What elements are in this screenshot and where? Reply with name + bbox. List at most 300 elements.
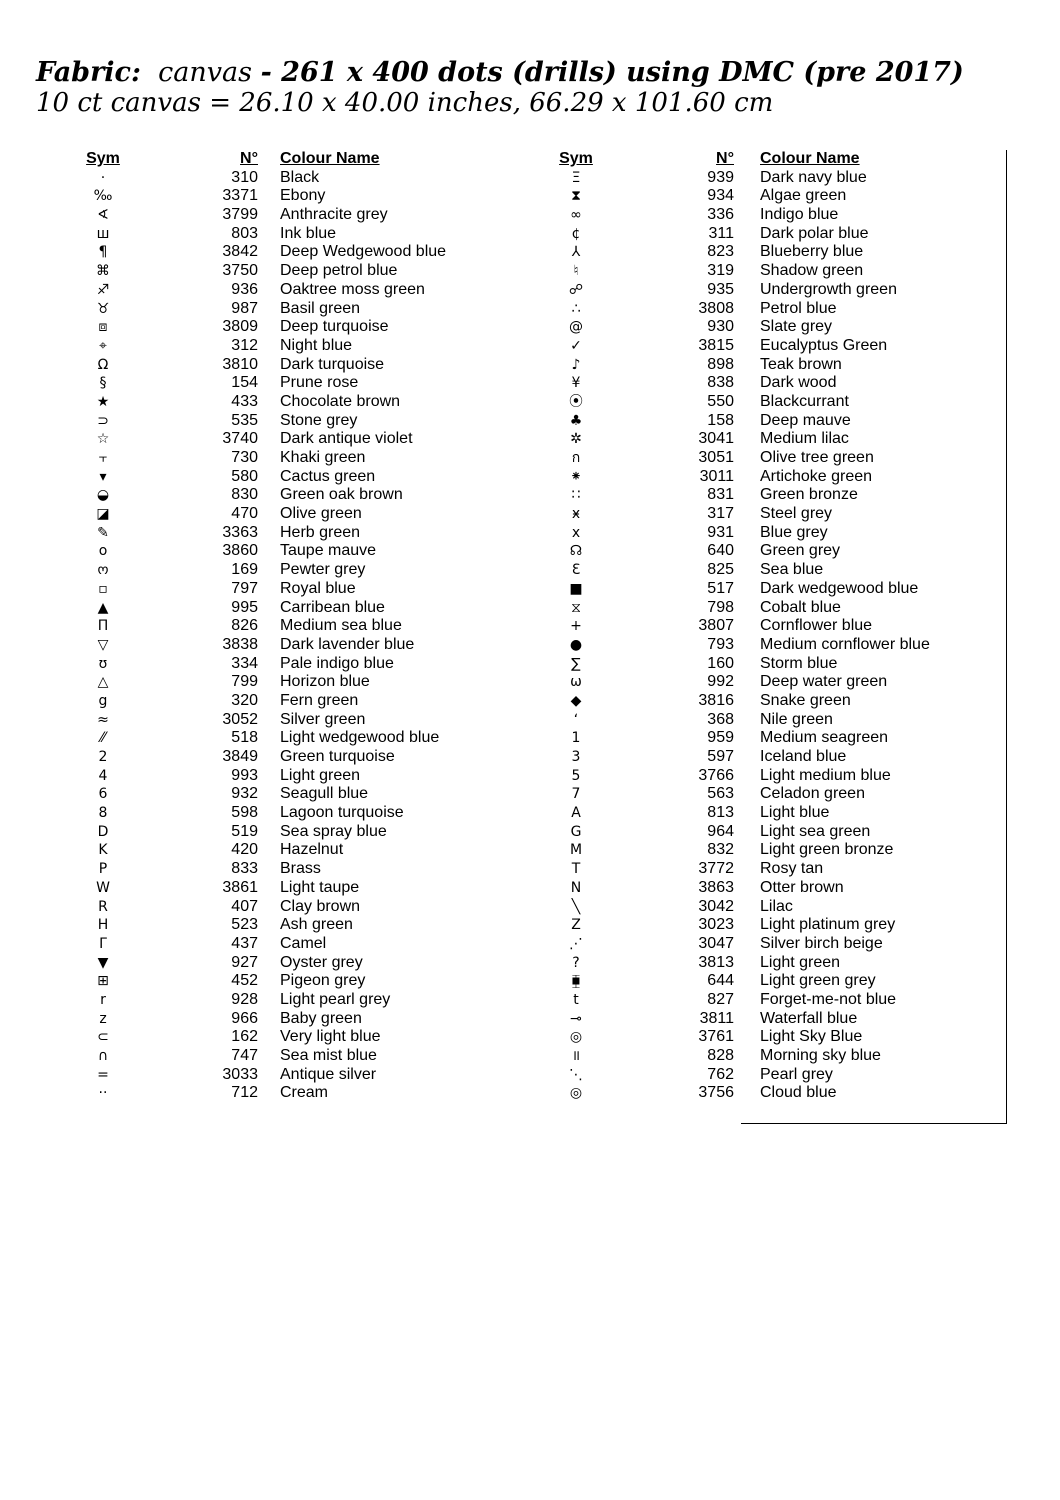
- colour-name-cell: Chocolate brown: [280, 392, 401, 410]
- colour-name-cell: Blackcurrant: [760, 392, 849, 410]
- colour-name-cell: Light sea green: [760, 822, 871, 840]
- dmc-number-cell: 3838: [222, 635, 258, 653]
- dmc-number-cell: 932: [231, 785, 258, 803]
- colour-name-cell: Light wedgewood blue: [280, 729, 440, 747]
- symbol-cell: ¥: [571, 375, 581, 392]
- right-column-header: [530, 150, 1010, 169]
- number-header: N°: [716, 150, 734, 167]
- dmc-number-cell: 550: [707, 392, 734, 410]
- colour-name-cell: Blueberry blue: [760, 243, 864, 261]
- dmc-number-cell: 3849: [222, 748, 258, 765]
- colour-name-header: Colour Name: [760, 150, 860, 167]
- dmc-number-cell: 898: [707, 355, 734, 373]
- dmc-number-cell: 831: [707, 486, 734, 504]
- table-row: [530, 991, 1010, 1010]
- symbol-cell: g: [98, 692, 108, 709]
- colour-name-cell: Waterfall blue: [760, 1009, 858, 1027]
- symbol-cell: ⦿: [569, 393, 583, 410]
- colour-name-cell: Green grey: [760, 542, 841, 560]
- colour-name-cell: Herb green: [280, 523, 361, 541]
- colour-name-cell: Sea blue: [760, 561, 824, 579]
- dmc-number-cell: 3033: [222, 1065, 258, 1083]
- table-row: [0, 505, 520, 524]
- dmc-number-cell: 712: [231, 1084, 258, 1102]
- dmc-number-cell: 420: [231, 841, 258, 859]
- colour-name-cell: Dark wedgewood blue: [760, 579, 919, 597]
- table-row: [530, 412, 1010, 431]
- colour-name-cell: Carribean blue: [280, 598, 385, 616]
- page-title: [36, 58, 1036, 118]
- symbol-cell: ▲: [97, 599, 109, 616]
- colour-name-cell: Pewter grey: [280, 561, 366, 579]
- dmc-number-cell: 3023: [698, 916, 734, 934]
- symbol-cell: K: [98, 842, 108, 859]
- symbol-cell: M: [569, 842, 583, 859]
- colour-name-cell: Horizon blue: [280, 673, 370, 691]
- dmc-number-cell: 158: [707, 411, 734, 429]
- dmc-number-cell: 3363: [222, 523, 258, 541]
- colour-name-cell: Silver birch beige: [760, 934, 883, 952]
- symbol-cell: R: [98, 898, 108, 915]
- colour-name-cell: Algae green: [760, 187, 847, 205]
- table-row: [530, 468, 1010, 487]
- colour-name-cell: Light Sky Blue: [760, 1028, 863, 1046]
- symbol-cell: ⧖: [571, 599, 581, 616]
- colour-name-cell: Snake green: [760, 691, 851, 709]
- symbol-cell: ⌖: [99, 337, 107, 354]
- symbol-cell: o: [98, 543, 108, 560]
- symbol-cell: ●: [569, 636, 583, 653]
- table-row: [0, 393, 520, 412]
- right-rows: [530, 169, 1010, 1103]
- symbol-cell: ⧗: [571, 188, 581, 205]
- table-row: [0, 879, 520, 898]
- table-row: [530, 337, 1010, 356]
- dmc-number-cell: 336: [707, 206, 734, 224]
- table-row: [0, 767, 520, 786]
- colour-name-cell: Dark navy blue: [760, 168, 867, 186]
- table-row: [530, 580, 1010, 599]
- dmc-number-cell: 3772: [698, 860, 734, 878]
- colour-name-cell: Light green: [280, 766, 361, 784]
- dmc-number-cell: 3861: [222, 878, 258, 896]
- colour-name-cell: Slate grey: [760, 318, 833, 336]
- symbol-cell: ∷: [571, 487, 581, 504]
- symbol-cell: ⅄: [571, 244, 581, 261]
- table-row: [0, 655, 520, 674]
- symbol-cell: ♣: [569, 412, 583, 429]
- table-row: [0, 486, 520, 505]
- dmc-number-cell: 3842: [222, 243, 258, 261]
- symbol-cell: ✲: [570, 431, 582, 448]
- dmc-number-cell: 992: [707, 673, 734, 691]
- symbol-cell: Ξ: [571, 169, 581, 186]
- symbol-cell: ก: [571, 450, 581, 466]
- table-row: [0, 785, 520, 804]
- symbol-cell: 1: [571, 730, 581, 747]
- colour-name-cell: Otter brown: [760, 878, 844, 896]
- dmc-number-cell: 640: [707, 542, 734, 560]
- dmc-number-cell: 830: [231, 486, 258, 504]
- colour-name-cell: Forget-me-not blue: [760, 990, 897, 1008]
- table-row: [530, 262, 1010, 281]
- symbol-cell: 6: [98, 786, 108, 803]
- table-row: [530, 243, 1010, 262]
- symbol-cell: Ω: [97, 356, 109, 373]
- colour-name-cell: Light green: [760, 953, 841, 971]
- colour-name-cell: Medium sea blue: [280, 617, 402, 635]
- dmc-number-cell: 319: [707, 262, 734, 280]
- table-row: [530, 636, 1010, 655]
- table-row: [530, 505, 1010, 524]
- dmc-number-cell: 939: [707, 168, 734, 186]
- symbol-cell: 4: [98, 767, 108, 784]
- dmc-number-cell: 3756: [698, 1084, 734, 1102]
- table-row: [530, 561, 1010, 580]
- colour-name-cell: Deep Wedgewood blue: [280, 243, 447, 261]
- symbol-cell: ⋱: [569, 1066, 583, 1083]
- table-row: [0, 898, 520, 917]
- symbol-cell: ⊂: [97, 1029, 109, 1046]
- colour-name-cell: Light taupe: [280, 878, 360, 896]
- dmc-number-cell: 813: [707, 804, 734, 822]
- dmc-number-cell: 928: [231, 990, 258, 1008]
- colour-name-cell: Ink blue: [280, 224, 337, 242]
- colour-name-cell: Rosy tan: [760, 860, 824, 878]
- table-row: [530, 972, 1010, 991]
- symbol-cell: ⋰: [569, 935, 583, 952]
- colour-name-cell: Antique silver: [280, 1065, 377, 1083]
- colour-name-cell: Cloud blue: [760, 1084, 837, 1102]
- dmc-number-cell: 828: [707, 1047, 734, 1064]
- symbol-cell: ⫟: [98, 450, 108, 466]
- dmc-number-cell: 935: [707, 280, 734, 298]
- dmc-number-cell: 747: [231, 1047, 258, 1064]
- colour-name-cell: Silver green: [280, 710, 366, 728]
- dmc-number-cell: 927: [231, 953, 258, 971]
- symbol-cell: ▾: [99, 468, 107, 485]
- symbol-cell: ʻ: [573, 711, 579, 728]
- table-row: [0, 692, 520, 711]
- symbol-cell: ⁄⁄: [100, 730, 106, 747]
- colour-name-cell: Ebony: [280, 187, 326, 205]
- dmc-number-cell: 3750: [222, 262, 258, 280]
- left-column: [0, 150, 520, 1103]
- colour-name-cell: Medium seagreen: [760, 729, 889, 747]
- colour-name-cell: Cornflower blue: [760, 617, 873, 635]
- table-row: [0, 636, 520, 655]
- table-row: [530, 729, 1010, 748]
- table-row: [0, 337, 520, 356]
- symbol-cell: ♪: [571, 356, 581, 373]
- dmc-number-cell: 826: [231, 617, 258, 635]
- dmc-number-cell: 966: [231, 1009, 258, 1027]
- table-row: [530, 449, 1010, 468]
- colour-name-cell: Night blue: [280, 336, 353, 354]
- dmc-number-cell: 3811: [699, 1009, 734, 1027]
- colour-name-cell: Teak brown: [760, 355, 842, 373]
- colour-name-cell: Storm blue: [760, 654, 838, 672]
- dmc-number-cell: 517: [707, 579, 734, 597]
- table-row: [530, 393, 1010, 412]
- dmc-number-cell: 730: [231, 449, 258, 466]
- dmc-number-cell: 3047: [698, 934, 734, 952]
- symbol-cell: ☊: [569, 543, 583, 560]
- symbol-cell: ♮: [573, 263, 579, 280]
- right-column: [530, 150, 1010, 1103]
- colour-name-cell: Undergrowth green: [760, 280, 897, 298]
- colour-name-cell: Lagoon turquoise: [280, 804, 404, 822]
- dmc-number-cell: 995: [231, 598, 258, 616]
- table-row: [0, 356, 520, 375]
- colour-name-cell: Brass: [280, 860, 321, 878]
- table-row: [530, 318, 1010, 337]
- table-row: [530, 841, 1010, 860]
- table-row: [0, 599, 520, 618]
- table-row: [0, 860, 520, 879]
- colour-name-cell: Light platinum grey: [760, 916, 896, 934]
- symbol-cell: ⊞: [97, 973, 109, 990]
- dmc-number-cell: 518: [231, 729, 258, 747]
- symbol-cell: ⧯: [571, 973, 581, 990]
- dmc-number-cell: 3863: [698, 878, 734, 896]
- colour-name-header: Colour Name: [280, 150, 380, 167]
- table-row: [0, 804, 520, 823]
- table-row: [0, 206, 520, 225]
- colour-name-cell: Pigeon grey: [280, 972, 366, 990]
- table-row: [530, 430, 1010, 449]
- symbol-cell: 2: [98, 749, 108, 765]
- dmc-number-cell: 3807: [698, 617, 734, 635]
- table-row: [530, 1084, 1010, 1103]
- dmc-number-cell: 312: [231, 336, 258, 354]
- colour-name-cell: Cobalt blue: [760, 598, 841, 616]
- dmc-number-cell: 334: [231, 654, 258, 672]
- table-row: [530, 804, 1010, 823]
- left-rows: [0, 169, 520, 1103]
- table-row: [530, 1047, 1010, 1066]
- colour-name-cell: Olive green: [280, 505, 362, 523]
- dmc-number-cell: 597: [707, 748, 734, 765]
- table-row: [530, 954, 1010, 973]
- dmc-number-cell: 797: [231, 579, 258, 597]
- table-row: [530, 1028, 1010, 1047]
- table-row: [0, 243, 520, 262]
- colour-name-cell: Baby green: [280, 1009, 362, 1027]
- dmc-number-cell: 987: [231, 299, 258, 317]
- table-row: [0, 524, 520, 543]
- symbol-cell: +: [570, 618, 582, 635]
- table-row: [530, 542, 1010, 561]
- colour-name-cell: Deep petrol blue: [280, 262, 398, 280]
- dmc-number-cell: 827: [707, 990, 734, 1008]
- symbol-cell: ∞: [570, 207, 582, 224]
- table-row: [530, 206, 1010, 225]
- colour-name-cell: Blue grey: [760, 523, 828, 541]
- table-row: [0, 841, 520, 860]
- dmc-number-cell: 833: [231, 860, 258, 878]
- dmc-number-cell: 3041: [698, 430, 734, 448]
- colour-name-cell: Green turquoise: [280, 748, 395, 765]
- colour-name-cell: Taupe mauve: [280, 542, 377, 560]
- symbol-cell: A: [571, 805, 581, 822]
- table-row: [0, 169, 520, 188]
- table-row: [0, 561, 520, 580]
- colour-name-cell: Green oak brown: [280, 486, 403, 504]
- dmc-number-cell: 832: [707, 841, 734, 859]
- dmc-number-cell: 470: [231, 505, 258, 523]
- colour-name-cell: Indigo blue: [760, 206, 839, 224]
- table-row: [530, 673, 1010, 692]
- colour-name-cell: Light pearl grey: [280, 990, 391, 1008]
- symbol-cell: ✎: [97, 524, 109, 541]
- colour-name-cell: Black: [280, 168, 320, 186]
- colour-name-cell: Petrol blue: [760, 299, 837, 317]
- symbol-cell: 5: [571, 767, 581, 784]
- symbol-cell: ∑: [571, 655, 581, 672]
- symbol-cell: ♉: [96, 300, 110, 317]
- colour-name-cell: Camel: [280, 934, 327, 952]
- dmc-number-cell: 799: [231, 673, 258, 691]
- table-row: [530, 823, 1010, 842]
- table-row: [530, 767, 1010, 786]
- symbol-cell: ?: [572, 954, 580, 971]
- table-row: [0, 916, 520, 935]
- table-row: [530, 225, 1010, 244]
- symbol-cell: ∩: [97, 1048, 109, 1064]
- table-row: [530, 692, 1010, 711]
- table-row: [0, 748, 520, 767]
- table-row: [0, 823, 520, 842]
- dmc-number-cell: 563: [707, 785, 734, 803]
- colour-name-cell: Clay brown: [280, 897, 361, 915]
- dmc-number-cell: 803: [231, 224, 258, 242]
- symbol-cell: ∴: [571, 300, 581, 317]
- table-row: [530, 169, 1010, 188]
- fabric-type: canvas: [158, 57, 252, 88]
- symbol-cell: W: [96, 879, 110, 896]
- symbol-cell: ӿ: [571, 506, 581, 523]
- dmc-number-cell: 519: [231, 822, 258, 840]
- table-row: [0, 412, 520, 431]
- table-row: [0, 1028, 520, 1047]
- dmc-number-cell: 3808: [698, 299, 734, 317]
- dmc-number-cell: 825: [707, 561, 734, 579]
- table-row: [0, 1010, 520, 1029]
- dmc-number-cell: 644: [707, 972, 734, 990]
- symbol-cell: ╲: [571, 898, 581, 915]
- colour-name-cell: Dark lavender blue: [280, 635, 415, 653]
- symbol-cell: 8: [98, 805, 108, 822]
- colour-name-cell: Anthracite grey: [280, 206, 388, 224]
- dmc-number-cell: 523: [231, 916, 258, 934]
- table-row: [0, 617, 520, 636]
- colour-name-cell: Deep water green: [760, 673, 888, 691]
- colour-name-cell: Cream: [280, 1084, 329, 1102]
- colour-name-cell: Shadow green: [760, 262, 864, 280]
- symbol-cell: H: [97, 917, 109, 934]
- bottom-border-line: [741, 1123, 1007, 1124]
- table-row: [0, 225, 520, 244]
- symbol-cell: G: [570, 823, 582, 840]
- colour-name-cell: Oaktree moss green: [280, 280, 425, 298]
- colour-name-cell: Morning sky blue: [760, 1047, 881, 1064]
- table-row: [0, 991, 520, 1010]
- colour-name-cell: Light green bronze: [760, 841, 894, 859]
- table-row: [0, 1066, 520, 1085]
- table-row: [530, 599, 1010, 618]
- colour-name-cell: Nile green: [760, 710, 833, 728]
- colour-name-cell: Eucalyptus Green: [760, 336, 888, 354]
- table-row: [0, 972, 520, 991]
- dmc-number-cell: 823: [707, 243, 734, 261]
- colour-name-cell: Stone grey: [280, 411, 358, 429]
- colour-name-cell: Deep turquoise: [280, 318, 389, 336]
- colour-name-cell: Light medium blue: [760, 766, 891, 784]
- table-row: [530, 300, 1010, 319]
- symbol-cell: x: [571, 524, 581, 541]
- symbol-cell: ■: [569, 580, 583, 597]
- table-row: [530, 617, 1010, 636]
- table-row: [530, 879, 1010, 898]
- dmc-number-cell: 535: [231, 411, 258, 429]
- right-border-line: [1006, 150, 1007, 1124]
- table-row: [530, 374, 1010, 393]
- symbol-cell: r: [100, 991, 106, 1008]
- symbol-cell: ◆: [570, 692, 582, 709]
- dmc-number-cell: 160: [707, 654, 734, 672]
- table-row: [530, 187, 1010, 206]
- colour-name-cell: Pearl grey: [760, 1065, 833, 1083]
- colour-name-cell: Iceland blue: [760, 748, 847, 765]
- table-row: [0, 542, 520, 561]
- symbol-cell: ⊃: [97, 412, 109, 429]
- symbol-cell: ∢: [97, 207, 109, 224]
- symbol-cell: Π: [97, 618, 109, 635]
- table-row: [0, 673, 520, 692]
- sym-header: Sym: [559, 150, 593, 167]
- symbol-cell: Γ: [99, 935, 107, 952]
- table-row: [0, 318, 520, 337]
- colour-name-cell: Prune rose: [280, 374, 359, 392]
- dmc-number-cell: 580: [231, 467, 258, 485]
- table-row: [0, 1047, 520, 1066]
- symbol-cell: ω: [570, 674, 582, 691]
- table-row: [0, 449, 520, 468]
- symbol-cell: ¶: [98, 244, 108, 261]
- dmc-number-cell: 838: [707, 374, 734, 392]
- dmc-number-cell: 3042: [698, 897, 734, 915]
- title-line-2: 10 ct canvas = 26.10 x 40.00 inches, 66.29 x 101.60 cm: [36, 88, 774, 118]
- dmc-number-cell: 3051: [698, 449, 734, 466]
- symbol-cell: ‰: [93, 188, 113, 205]
- dmc-number-cell: 959: [707, 729, 734, 747]
- table-row: [530, 785, 1010, 804]
- symbol-cell: ♐: [96, 281, 110, 298]
- fabric-label: Fabric:: [36, 57, 141, 88]
- dmc-number-cell: 3011: [699, 467, 734, 485]
- symbol-cell: ★: [96, 393, 110, 410]
- dmc-number-cell: 793: [707, 635, 734, 653]
- table-row: [530, 898, 1010, 917]
- dmc-number-cell: 3766: [698, 766, 734, 784]
- dmc-number-cell: 798: [707, 598, 734, 616]
- table-row: [0, 187, 520, 206]
- dimensions-text: - 261 x 400 dots (drills) using DMC (pre 2017): [260, 57, 964, 88]
- table-row: [530, 748, 1010, 767]
- symbol-cell: t: [573, 991, 579, 1008]
- colour-name-cell: Artichoke green: [760, 467, 873, 485]
